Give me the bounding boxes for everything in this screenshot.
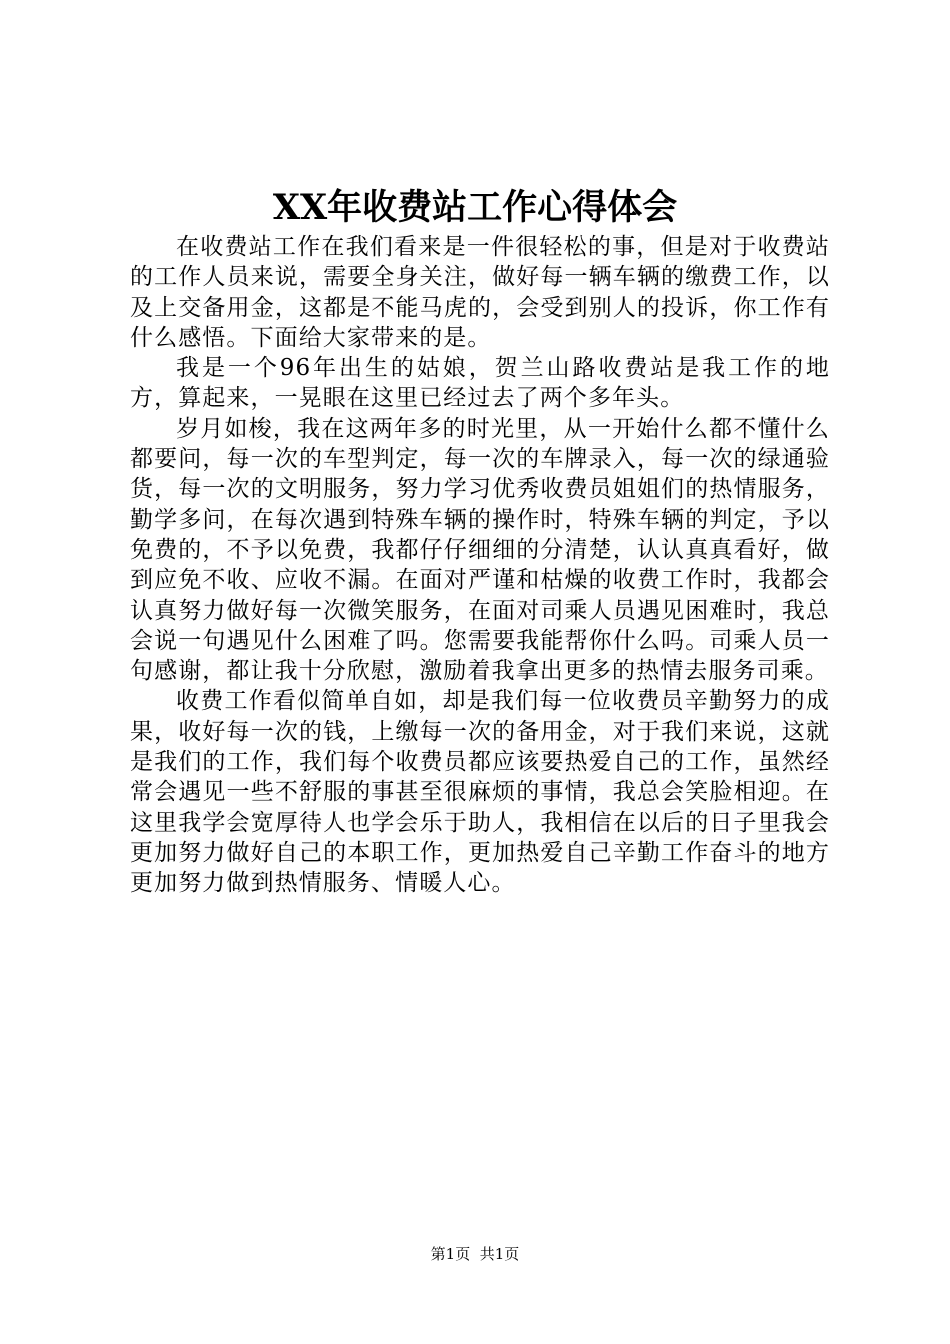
- paragraph-4: 收费工作看似简单自如，却是我们每一位收费员辛勤努力的成果，收好每一次的钱，上缴每一次的备用金，对于我们来说，这就是我们的工作，我们每个收费员都应该要热爱自己的工作，虽然经常会遇见一些不舒服的事甚至很麻烦的事情，我总会笑脸相迎。在这里我学会宽厚待人也学会乐于助人，我相信在以后的日子里我会更加努力做好自己的本职工作，更加热爱自己辛勤工作奋斗的地方更加努力做到热情服务、情暖人心。: [130, 688, 830, 897]
- paragraph-2: 我是一个96年出生的姑娘，贺兰山路收费站是我工作的地方，算起来，一晃眼在这里已经过去了两个多年头。: [130, 355, 830, 412]
- footer-separator: [470, 1245, 480, 1263]
- page-total: 共1页: [479, 1245, 520, 1263]
- document-title: XX年收费站工作心得体会: [272, 187, 678, 228]
- page-footer: [0, 1244, 950, 1264]
- document-body: [130, 232, 830, 899]
- paragraph-1: 在收费站工作在我们看来是一件很轻松的事，但是对于收费站的工作人员来说，需要全身关注，做好每一辆车辆的缴费工作，以及上交备用金，这都是不能马虎的，会受到别人的投诉，你工作有什么感悟。下面给大家带来的是。: [130, 234, 830, 351]
- page-number: 第1页: [430, 1245, 471, 1263]
- paragraph-3: 岁月如梭，我在这两年多的时光里，从一开始什么都不懂什么都要问，每一次的车型判定，每一次的车牌录入，每一次的绿通验货，每一次的文明服务，努力学习优秀收费员姐姐们的热情服务，勤学多问，在每次遇到特殊车辆的操作时，特殊车辆的判定，予以免费的，不予以免费，我都仔仔细细的分清楚，认认真真看好，做到应免不收、应收不漏。在面对严谨和枯燥的收费工作时，我都会认真努力做好每一次微笑服务，在面对司乘人员遇见困难时，我总会说一句遇见什么困难了吗。您需要我能帮你什么吗。司乘人员一句感谢，都让我十分欣慰，激励着我拿出更多的热情去服务司乘。: [130, 415, 830, 685]
